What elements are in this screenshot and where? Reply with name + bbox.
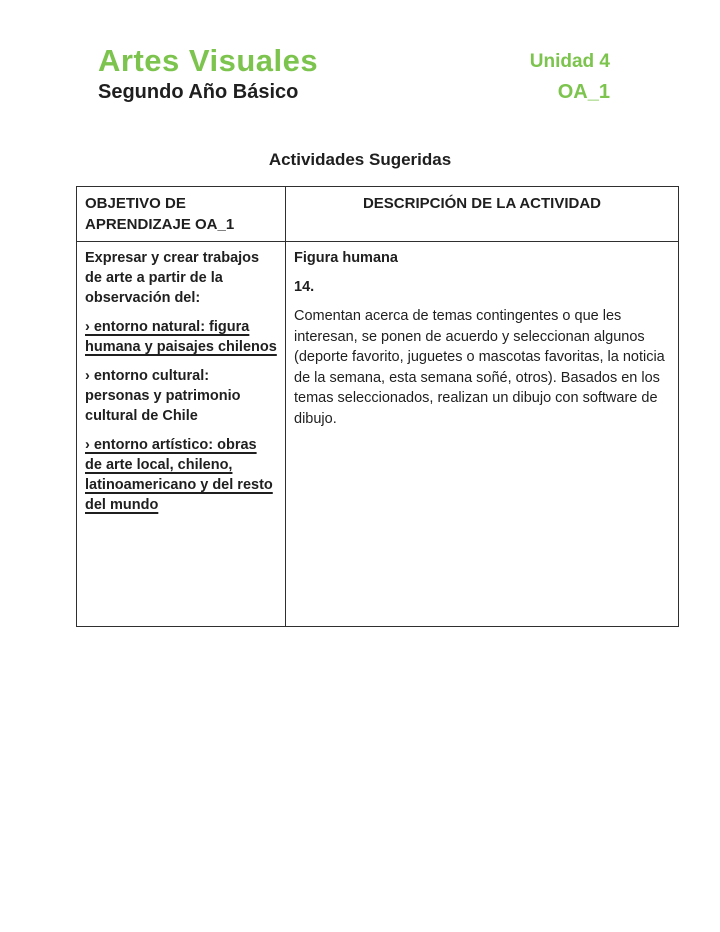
objective-intro: Expresar y crear trabajos de arte a partir de la observación del: <box>85 250 260 306</box>
document-header-left <box>98 44 318 104</box>
activity-number: 14. <box>294 279 315 295</box>
objective-item-artistic: › entorno artístico: obras de arte local, chileno, latinoamericano y del resto del mundo <box>85 437 273 513</box>
activity-column-header: DESCRIPCIÓN DE LA ACTIVIDAD <box>286 187 679 242</box>
objective-column-header: OBJETIVO DE APRENDIZAJE OA_1 <box>77 187 286 242</box>
activity-cell <box>286 242 679 627</box>
oa-code-label: OA_1 <box>557 81 610 103</box>
objective-item-natural: › entorno natural: figura humana y paisajes chilenos <box>85 319 277 355</box>
page-title: Artes Visuales <box>98 43 319 78</box>
table-body-row <box>77 242 679 627</box>
objective-cell <box>77 242 286 627</box>
activity-title: Figura humana <box>294 250 398 266</box>
activity-description: Comentan acerca de temas contingentes o que les interesan, se ponen de acuerdo y seleccionan algunos (deporte favorito, juguetes o mascotas favoritas, la noticia de la semana, esta semana soñé, otros). Basados en los temas seleccionados, realizan un dibujo con software de dibujo. <box>294 308 665 427</box>
page-subtitle: Segundo Año Básico <box>98 81 299 103</box>
objective-item-cultural: › entorno cultural: personas y patrimonio cultural de Chile <box>85 368 241 424</box>
table-header-row <box>77 187 679 242</box>
section-title: Actividades Sugeridas <box>268 150 452 169</box>
unit-label: Unidad 4 <box>529 51 610 72</box>
document-header-right <box>530 50 610 104</box>
activities-table <box>76 186 679 627</box>
